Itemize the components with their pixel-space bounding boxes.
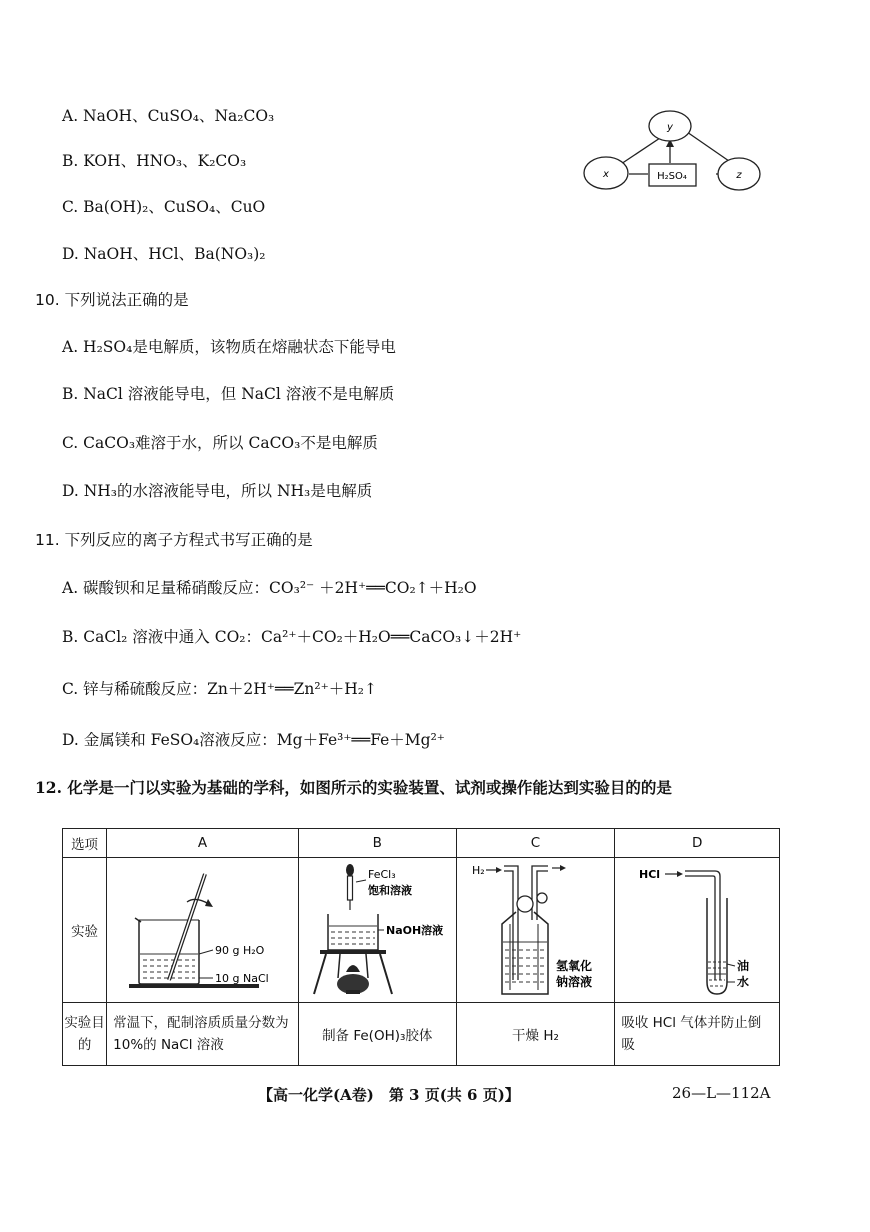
diagram-node-h2so4: H₂SO₄	[657, 171, 687, 182]
table-header-option: 选项	[63, 829, 107, 858]
q11-option-b: B. CaCl₂ 溶液中通入 CO₂：Ca²⁺＋CO₂＋H₂O══CaCO₃↓＋2H⁺	[62, 628, 522, 646]
apparatus-c	[456, 858, 615, 1003]
q11-option-d: D. 金属镁和 FeSO₄溶液反应：Mg＋Fe³⁺══Fe＋Mg²⁺	[62, 731, 445, 749]
label-water: 水	[737, 975, 750, 989]
label-fecl3: FeCl₃	[368, 868, 396, 881]
q10-option-b: B. NaCl 溶液能导电，但 NaCl 溶液不是电解质	[62, 385, 395, 403]
diagram-node-x: x	[603, 169, 609, 180]
label-hcl-gas: HCl	[639, 868, 661, 881]
q11-option-c: C. 锌与稀硫酸反应：Zn＋2H⁺══Zn²⁺＋H₂↑	[62, 680, 378, 698]
apparatus-d	[615, 858, 780, 1003]
q9-option-a: A. NaOH、CuSO₄、Na₂CO₃	[62, 107, 275, 125]
page-footer-title: 【高一化学(A卷) 第 3 页(共 6 页)】	[258, 1086, 520, 1104]
diagram-node-y: y	[667, 122, 673, 133]
diagram-node-z: z	[736, 170, 742, 181]
q10-stem: 10. 下列说法正确的是	[35, 291, 189, 309]
label-sodium-hydroxide-1: 氢氧化	[555, 959, 592, 973]
gas-washing-bottle-diagram	[458, 858, 613, 998]
q12-stem: 12. 化学是一门以实验为基础的学科，如图所示的实验装置、试剂或操作能达到实验目的的是	[35, 778, 672, 797]
label-10g-nacl: 10 g NaCl	[214, 972, 269, 985]
table-header-b: B	[298, 829, 456, 858]
q9-option-d: D. NaOH、HCl、Ba(NO₃)₂	[62, 245, 266, 263]
experiment-table	[62, 828, 780, 1066]
apparatus-b	[298, 858, 456, 1003]
table-header-c: C	[456, 829, 615, 858]
beaker-stirring-diagram	[109, 858, 297, 998]
purpose-b: 制备 Fe(OH)₃胶体	[298, 1003, 456, 1066]
purpose-a: 常温下，配制溶质质量分数为 10%的 NaCl 溶液	[113, 1015, 289, 1053]
relationship-diagram	[582, 108, 782, 198]
q11-option-a: A. 碳酸钡和足量稀硝酸反应：CO₃²⁻ ＋2H⁺══CO₂↑＋H₂O	[62, 579, 477, 597]
q9-option-c: C. Ba(OH)₂、CuSO₄、CuO	[62, 198, 266, 216]
page-footer-code: 26—L—112A	[672, 1084, 771, 1102]
apparatus-a	[107, 858, 299, 1003]
q11-stem: 11. 下列反应的离子方程式书写正确的是	[35, 531, 313, 549]
table-row-label-purpose: 实验目的	[63, 1003, 107, 1066]
q10-option-c: C. CaCO₃难溶于水，所以 CaCO₃不是电解质	[62, 434, 378, 452]
q10-option-d: D. NH₃的水溶液能导电，所以 NH₃是电解质	[62, 482, 373, 500]
hcl-absorption-diagram	[617, 858, 777, 998]
label-sodium-hydroxide-2: 钠溶液	[555, 975, 592, 989]
label-naoh-solution: NaOH溶液	[386, 924, 444, 937]
table-header-d: D	[615, 829, 780, 858]
label-oil: 油	[737, 959, 750, 973]
label-saturated-solution: 饱和溶液	[368, 884, 413, 897]
label-h2-gas: H₂	[471, 864, 485, 877]
purpose-d: 吸收 HCl 气体并防止倒吸	[621, 1015, 762, 1053]
purpose-c: 干燥 H₂	[456, 1003, 615, 1066]
q9-option-b: B. KOH、HNO₃、K₂CO₃	[62, 152, 247, 170]
colloid-preparation-diagram	[300, 858, 454, 998]
table-header-a: A	[107, 829, 299, 858]
table-row-label-experiment: 实验	[63, 858, 107, 1003]
q10-option-a: A. H₂SO₄是电解质，该物质在熔融状态下能导电	[62, 338, 396, 356]
label-90g-water: 90 g H₂O	[214, 944, 264, 957]
